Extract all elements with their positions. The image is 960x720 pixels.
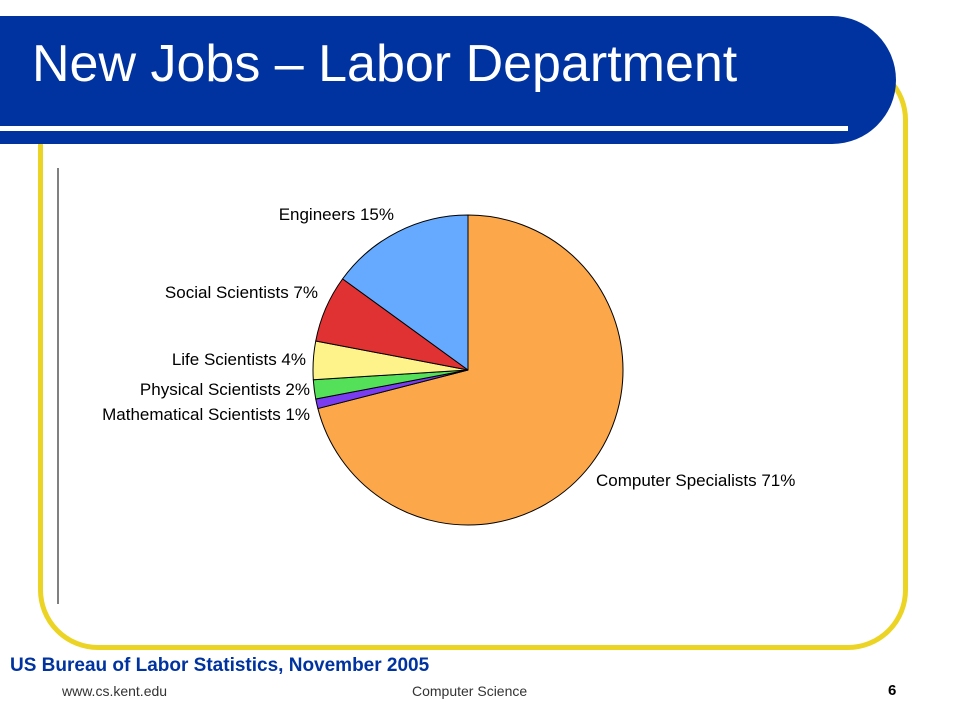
pie-chart [56,168,846,604]
pie-label-2: Physical Scientists 2% [139,380,310,399]
pie-chart-svg [56,168,846,604]
footer-website: www.cs.kent.edu [62,683,168,699]
pie-label-5: Engineers 15% [278,205,394,224]
source-citation: US Bureau of Labor Statistics, November 2005 [10,655,430,676]
title-underline [0,126,848,131]
pie-label-4: Social Scientists 7% [164,283,318,302]
page-number: 6 [888,682,897,699]
pie-label-0: Computer Specialists 71% [596,471,796,490]
slide-title: New Jobs – Labor Department [32,35,738,93]
pie-slices [313,215,623,525]
pie-label-3: Life Scientists 4% [171,350,306,369]
pie-label-1: Mathematical Scientists 1% [102,405,310,424]
footer-department: Computer Science [412,683,528,699]
